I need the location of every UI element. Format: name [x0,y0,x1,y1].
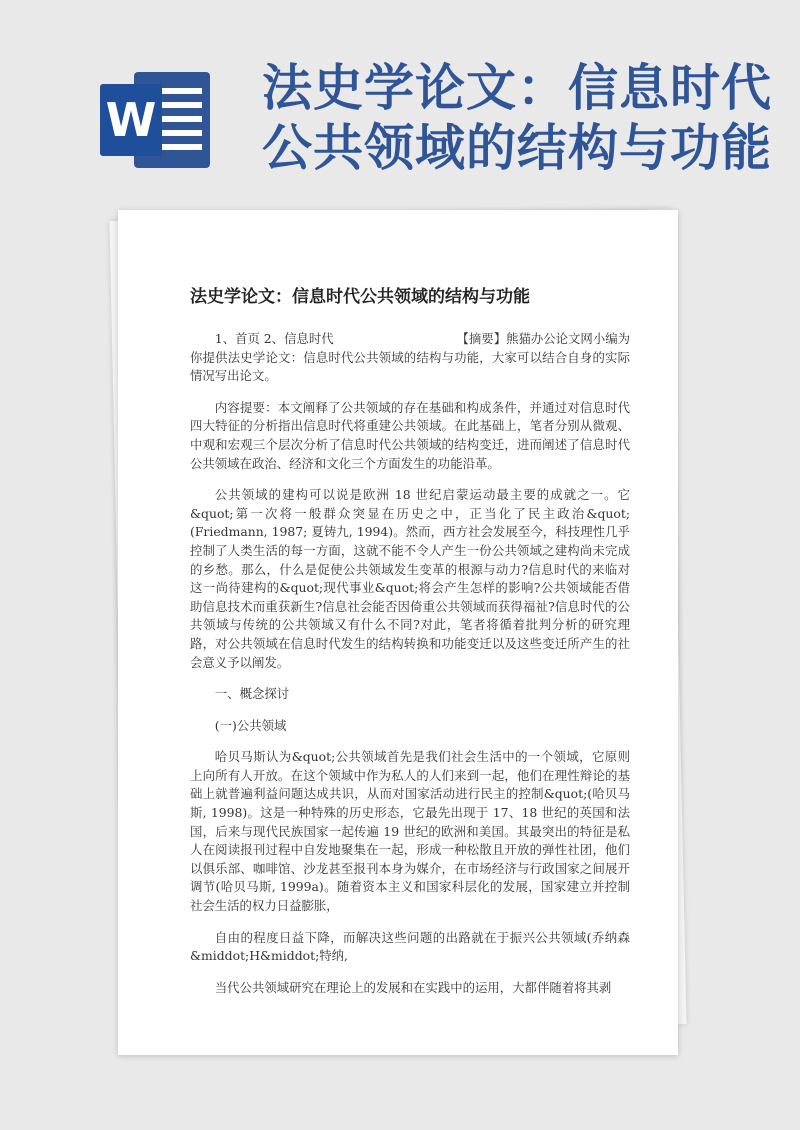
word-letter: W [100,84,162,156]
banner-title-line-2: 公共领域的结构与功能 [262,119,772,177]
nav-text: 1、首页 2、信息时代 [214,331,334,346]
paragraph: 公共领域的建构可以说是欧洲 18 世纪启蒙运动最主要的成就之一。它&quot;第一次将一般群众突显在历史之中，正当化了民主政治&quot;(Friedmann, 1987; 夏铸九, 1994)。然而，西方社会发展至今，科技理性几乎控制了人类生活的每一方面，这就不能不令人产生一份公共领域之建构尚未完成的乡愁。那么，什么是促使公共领域发生变革的根源与动力?信息时代的来临对这一尚待建构的&quot;现代事业&quot;将会产生怎样的影响?公共领域能否借助信息技术而重获新生?信息社会能否因倚重公共领域而获得福祉?信息时代的公共领域与传统的公共领域又有什么不同?对此，笔者将循着批判分析的研究理路，对公共领域在信息时代发生的结构转换和功能变迁以及这些变迁所产生的社会意义予以阐发。 [190,487,630,670]
banner-title-line-1: 法史学论文：信息时代 [262,59,772,117]
banner-title [262,58,772,178]
document-page [118,210,678,1055]
section-heading: 一、概念探讨 [214,686,290,702]
subsection-heading: (一)公共领域 [214,717,287,733]
nav-line [190,330,630,349]
abstract-tag: 【摘要】熊猫办公论文网小编为 [456,331,630,346]
document-body [190,330,630,1010]
paragraph: 你提供法史学论文：信息时代公共领域的结构与功能，大家可以结合自身的实际情况写出论文。 [190,349,630,384]
paragraph: 哈贝马斯认为&quot;公共领域首先是我们社会生活中的一个领域，它原则上向所有人开放。在这个领域中作为私人的人们来到一起，他们在理性辩论的基础上就普遍利益问题达成共识，从而对国家活动进行民主的控制&quot;(哈贝马斯, 1998)。这是一种特殊的历史形态，它最先出现于 17、18 世纪的英国和法国，后来与现代民族国家一起传遍 19 世纪的欧洲和美国。其最突出的特征是私人在阅读报刊过程中自发地聚集在一起，形成一种松散且开放的弹性社团，他们以俱乐部、咖啡馆、沙龙甚至报刊本身为媒介，在市场经济与行政国家之间展开调节(哈贝马斯, 1999a)。随着资本主义和国家科层化的发展，国家建立并控制社会生活的权力日益膨胀， [190,749,630,914]
paragraph: 内容提要：本文阐释了公共领域的存在基础和构成条件，并通过对信息时代四大特征的分析指出信息时代将重建公共领域。在此基础上，笔者分别从微观、中观和宏观三个层次分析了信息时代公共领域的结构变迁，进而阐述了信息时代公共领域在政治、经济和文化三个方面发生的功能沿革。 [190,399,630,471]
paragraph: 自由的程度日益下降，而解决这些问题的出路就在于振兴公共领域(乔纳森&middot;H&middot;特纳, [190,929,630,964]
paragraph: 当代公共领域研究在理论上的发展和在实践中的运用，大都伴随着将其剥 [214,979,612,995]
word-document-icon [100,72,210,168]
document-title: 法史学论文：信息时代公共领域的结构与功能 [190,287,530,307]
header-banner [0,0,800,200]
